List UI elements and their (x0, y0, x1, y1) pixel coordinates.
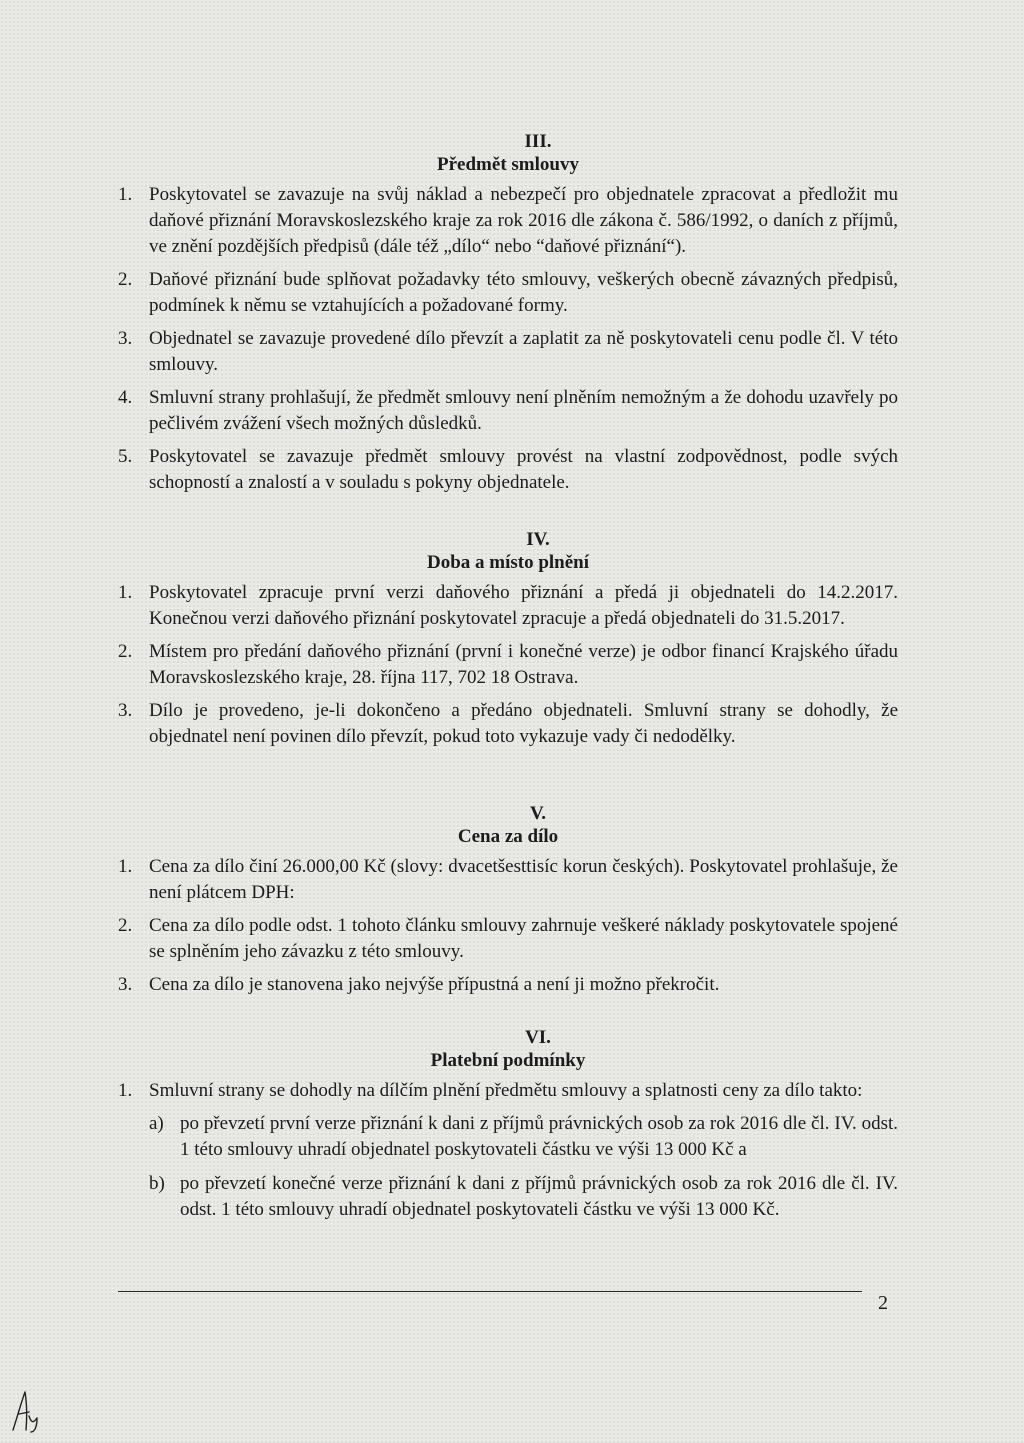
clause-text: Poskytovatel se zavazuje na svůj náklad a nebezpečí pro objednatele zpracovat a předložit mu daňové přiznání Moravskoslezského kraje za rok 2016 dle zákona č. 586/1992, o daních z příjmů, ve znění pozdějších předpisů (dále též „dílo“ nebo “daňové přiznání“). (149, 184, 898, 257)
clause (118, 385, 898, 437)
clause-number: 2. (118, 641, 133, 662)
section-cena-za-dilo (118, 802, 898, 1005)
page-number: 2 (878, 1292, 888, 1314)
clause-list (118, 580, 898, 750)
clause-number: 1. (118, 184, 133, 205)
clause-text: Cena za dílo činí 26.000,00 Kč (slovy: dvacetšesttisíc korun českých). Poskytovatel prohlašuje, že není plátcem DPH: (149, 856, 898, 903)
clause-text: Poskytovatel zpracuje první verzi daňového přiznání a předá ji objednateli do 14.2.2017. Konečnou verzi daňového přiznání poskytovatel zpracuje a předá objednateli do 31.5.2017. (149, 582, 898, 629)
clause (118, 182, 898, 260)
clause-list (118, 182, 898, 496)
clause (118, 854, 898, 906)
section-doba-a-misto-plneni (118, 528, 898, 757)
clause-text: Místem pro předání daňového přiznání (první i konečné verze) je odbor financí Krajského úřadu Moravskoslezského kraje, 28. října 117, 702 18 Ostrava. (149, 641, 898, 688)
clause-number: 1. (118, 582, 133, 603)
clause (118, 639, 898, 691)
clause-number: 5. (118, 446, 133, 467)
section-title: Platební podmínky (430, 1050, 586, 1071)
section-predmet-smlouvy (118, 130, 898, 503)
handwritten-initials (5, 1388, 45, 1433)
subclause (149, 1111, 898, 1163)
section-title: Předmět smlouvy (437, 154, 579, 175)
footer-divider (118, 1291, 862, 1292)
section-title: Doba a místo plnění (426, 552, 590, 573)
clause-number: 3. (118, 974, 133, 995)
subclause (149, 1171, 898, 1223)
subclause-text: po převzetí konečné verze přiznání k dani z příjmů právnických osob za rok 2016 dle čl. IV. odst. 1 této smlouvy uhradí objednatel poskytovateli částku ve výši 13 000 Kč. (180, 1173, 898, 1220)
subclause-letter: b) (149, 1173, 165, 1194)
clause (118, 972, 898, 998)
clause-number: 3. (118, 700, 133, 721)
subclause-letter: a) (149, 1113, 164, 1134)
clause-text: Poskytovatel se zavazuje předmět smlouvy provést na vlastní zodpovědnost, podle svých schopností a znalostí a v souladu s pokyny objednatele. (149, 446, 898, 493)
clause-number: 3. (118, 328, 133, 349)
clause-number: 4. (118, 387, 133, 408)
clause-list (118, 854, 898, 998)
clause-text: Daňové přiznání bude splňovat požadavky této smlouvy, veškerých obecně závazných předpisů, podmínek k němu se vztahujících a požadované formy. (149, 269, 898, 316)
clause (118, 267, 898, 319)
clause-list (118, 1078, 898, 1104)
clause (118, 580, 898, 632)
clause (118, 698, 898, 750)
clause-number: 2. (118, 915, 133, 936)
section-number: V. (529, 803, 547, 824)
clause-text: Cena za dílo je stanovena jako nejvýše přípustná a není ji možno překročit. (149, 974, 720, 995)
clause-text: Cena za dílo podle odst. 1 tohoto článku smlouvy zahrnuje veškeré náklady poskytovatele spojené se splněním jeho závazku z této smlouvy. (149, 915, 898, 962)
section-number: VI. (525, 1027, 551, 1048)
clause-text: Smluvní strany se dohodly na dílčím plnění předmětu smlouvy a splatnosti ceny za dílo takto: (149, 1080, 863, 1101)
section-number: III. (524, 131, 552, 152)
clause-number: 2. (118, 269, 133, 290)
clause-text: Dílo je provedeno, je-li dokončeno a předáno objednateli. Smluvní strany se dohodly, že objednatel není povinen dílo převzít, pokud toto vykazuje vady či nedodělky. (149, 700, 898, 747)
clause (118, 326, 898, 378)
section-platebni-podminky (118, 1026, 898, 1231)
clause (118, 444, 898, 496)
clause-number: 1. (118, 1080, 133, 1101)
clause (118, 1078, 898, 1104)
section-number: IV. (526, 529, 550, 550)
subclause-text: po převzetí první verze přiznání k dani z příjmů právnických osob za rok 2016 dle čl. IV. odst. 1 této smlouvy uhradí objednatel poskytovateli částku ve výši 13 000 Kč a (180, 1113, 898, 1160)
clause-text: Objednatel se zavazuje provedené dílo převzít a zaplatit za ně poskytovateli cenu podle čl. V této smlouvy. (149, 328, 898, 375)
clause-number: 1. (118, 856, 133, 877)
clause (118, 913, 898, 965)
clause-text: Smluvní strany prohlašují, že předmět smlouvy není plněním nemožným a že dohodu uzavřely po pečlivém zvážení všech možných důsledků. (149, 387, 898, 434)
section-title: Cena za dílo (457, 826, 559, 847)
